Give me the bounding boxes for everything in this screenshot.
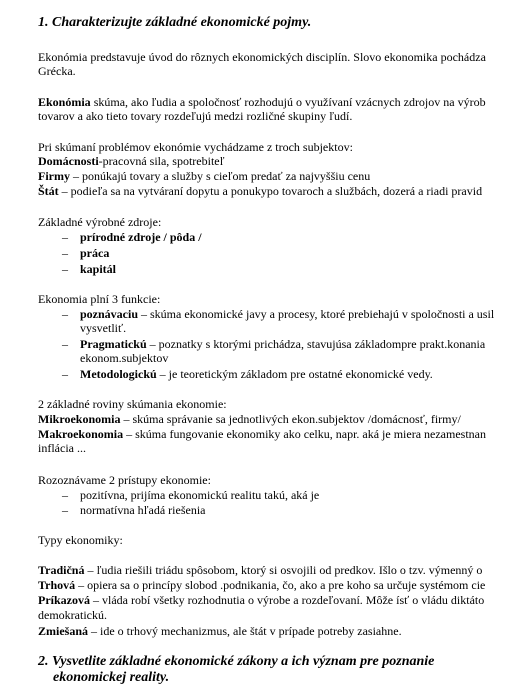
term: Ekonómia <box>38 95 91 109</box>
dash-bullet: – <box>62 488 68 502</box>
term: Firmy <box>38 169 70 183</box>
term: Domácnosti <box>38 154 99 168</box>
term: Pragmatickú <box>80 337 147 351</box>
paragraph-line: Typy ekonomiky: <box>38 533 123 547</box>
text: – skúma ekonomické javy a procesy, ktoré prebiehajú v spoločnosti a usil <box>138 307 495 321</box>
dash-bullet: – <box>62 367 68 381</box>
term: Štát <box>38 184 59 198</box>
paragraph-line <box>38 95 486 110</box>
term: Príkazová <box>38 593 90 607</box>
paragraph-line: Základné výrobné zdroje: <box>38 215 162 229</box>
dash-bullet: – <box>62 337 68 351</box>
list-item: normatívna hľadá riešenia <box>80 503 206 517</box>
heading-2: 2. Vysvetlite základné ekonomické zákony a ich význam pre poznanie <box>38 654 435 669</box>
dash-bullet: – <box>62 503 68 517</box>
subject-line <box>38 154 225 169</box>
text: – skúma fungovanie ekonomiky ako celku, napr. aká je miera nezamestnan <box>123 427 487 441</box>
text: – opiera sa o princípy slobod .podnikania, čo, ako a pre koho sa určuje systémom cie <box>75 578 486 592</box>
subject-line <box>38 169 370 184</box>
paragraph-line: demokratickú. <box>38 608 107 622</box>
paragraph-line: inflácia ... <box>38 441 86 455</box>
list-item: práca <box>80 246 110 260</box>
term: Trhová <box>38 578 76 592</box>
list-item: prírodné zdroje / pôda / <box>80 230 202 244</box>
text: – podieľa sa na vytváraní dopytu a ponukypo tovaroch a službách, dozerá a riadi pravid <box>58 184 483 198</box>
list-item: kapitál <box>80 262 117 276</box>
paragraph-line <box>38 412 461 427</box>
list-item: pozitívna, prijíma ekonomickú realitu takú, aká je <box>80 488 320 502</box>
paragraph-line <box>38 563 482 578</box>
paragraph-line <box>38 427 486 442</box>
dash-bullet: – <box>62 246 68 260</box>
text: – ide o trhový mechanizmus, ale štát v prípade potreby zasiahne. <box>88 624 402 638</box>
text: – vláda robí všetky rozhodnutia o výrobe a rozdeľovaní. Môže ísť o vládu diktáto <box>90 593 485 607</box>
term: Makroekonomia <box>38 427 124 441</box>
text: skúma, ako ľudia a spoločnosť rozhodujú o využívaní vzácnych zdrojov na výrob <box>90 95 486 109</box>
list-item-continuation: vysvetliť. <box>80 321 127 335</box>
paragraph-line: Pri skúmaní problémov ekonómie vychádzame z troch subjektov: <box>38 140 353 154</box>
list-item-continuation: ekonom.subjektov <box>80 351 169 365</box>
paragraph-line <box>38 624 402 639</box>
paragraph-line: 2 základné roviny skúmania ekonomie: <box>38 397 227 411</box>
term: Zmiešaná <box>38 624 89 638</box>
paragraph-line <box>38 593 484 608</box>
list-item <box>80 307 494 322</box>
text: – poznatky s ktorými prichádza, stavujúsa základompre prakt.konania <box>146 337 486 351</box>
term: Mikroekonomia <box>38 412 121 426</box>
paragraph-line: tovarov a ako tieto tovary rozdeľujú medzi rozličné skupiny ľudí. <box>38 109 353 123</box>
paragraph-line <box>38 578 485 593</box>
term: Metodologickú <box>80 367 157 381</box>
text: -pracovná sila, spotrebiteľ <box>98 154 225 168</box>
paragraph-line: Ekonomia plní 3 funkcie: <box>38 292 161 306</box>
text: – ponúkajú tovary a služby s cieľom predať za najvyššiu cenu <box>70 169 371 183</box>
term: poznávaciu <box>80 307 139 321</box>
text: – ľudia riešili triádu spôsobom, ktorý si osvojili od predkov. Išlo o tzv. výmenný o <box>84 563 483 577</box>
dash-bullet: – <box>62 262 68 276</box>
dash-bullet: – <box>62 307 68 321</box>
heading-2-continuation: ekonomickej reality. <box>53 670 170 685</box>
paragraph-line: Grécka. <box>38 64 76 78</box>
list-item <box>80 337 485 352</box>
text: – je teoretickým základom pre ostatné ekonomické vedy. <box>156 367 433 381</box>
text: – skúma správanie sa jednotlivých ekon.subjektov /domácnosť, firmy/ <box>120 412 461 426</box>
subject-line <box>38 184 482 199</box>
dash-bullet: – <box>62 230 68 244</box>
paragraph-line: Ekonómia predstavuje úvod do rôznych ekonomických disciplín. Slovo ekonomika pochádza <box>38 50 486 64</box>
list-item <box>80 367 433 382</box>
heading-1: 1. Charakterizujte základné ekonomické pojmy. <box>38 15 312 30</box>
paragraph-line: Rozoznávame 2 prístupy ekonomie: <box>38 473 211 487</box>
term: Tradičná <box>38 563 85 577</box>
